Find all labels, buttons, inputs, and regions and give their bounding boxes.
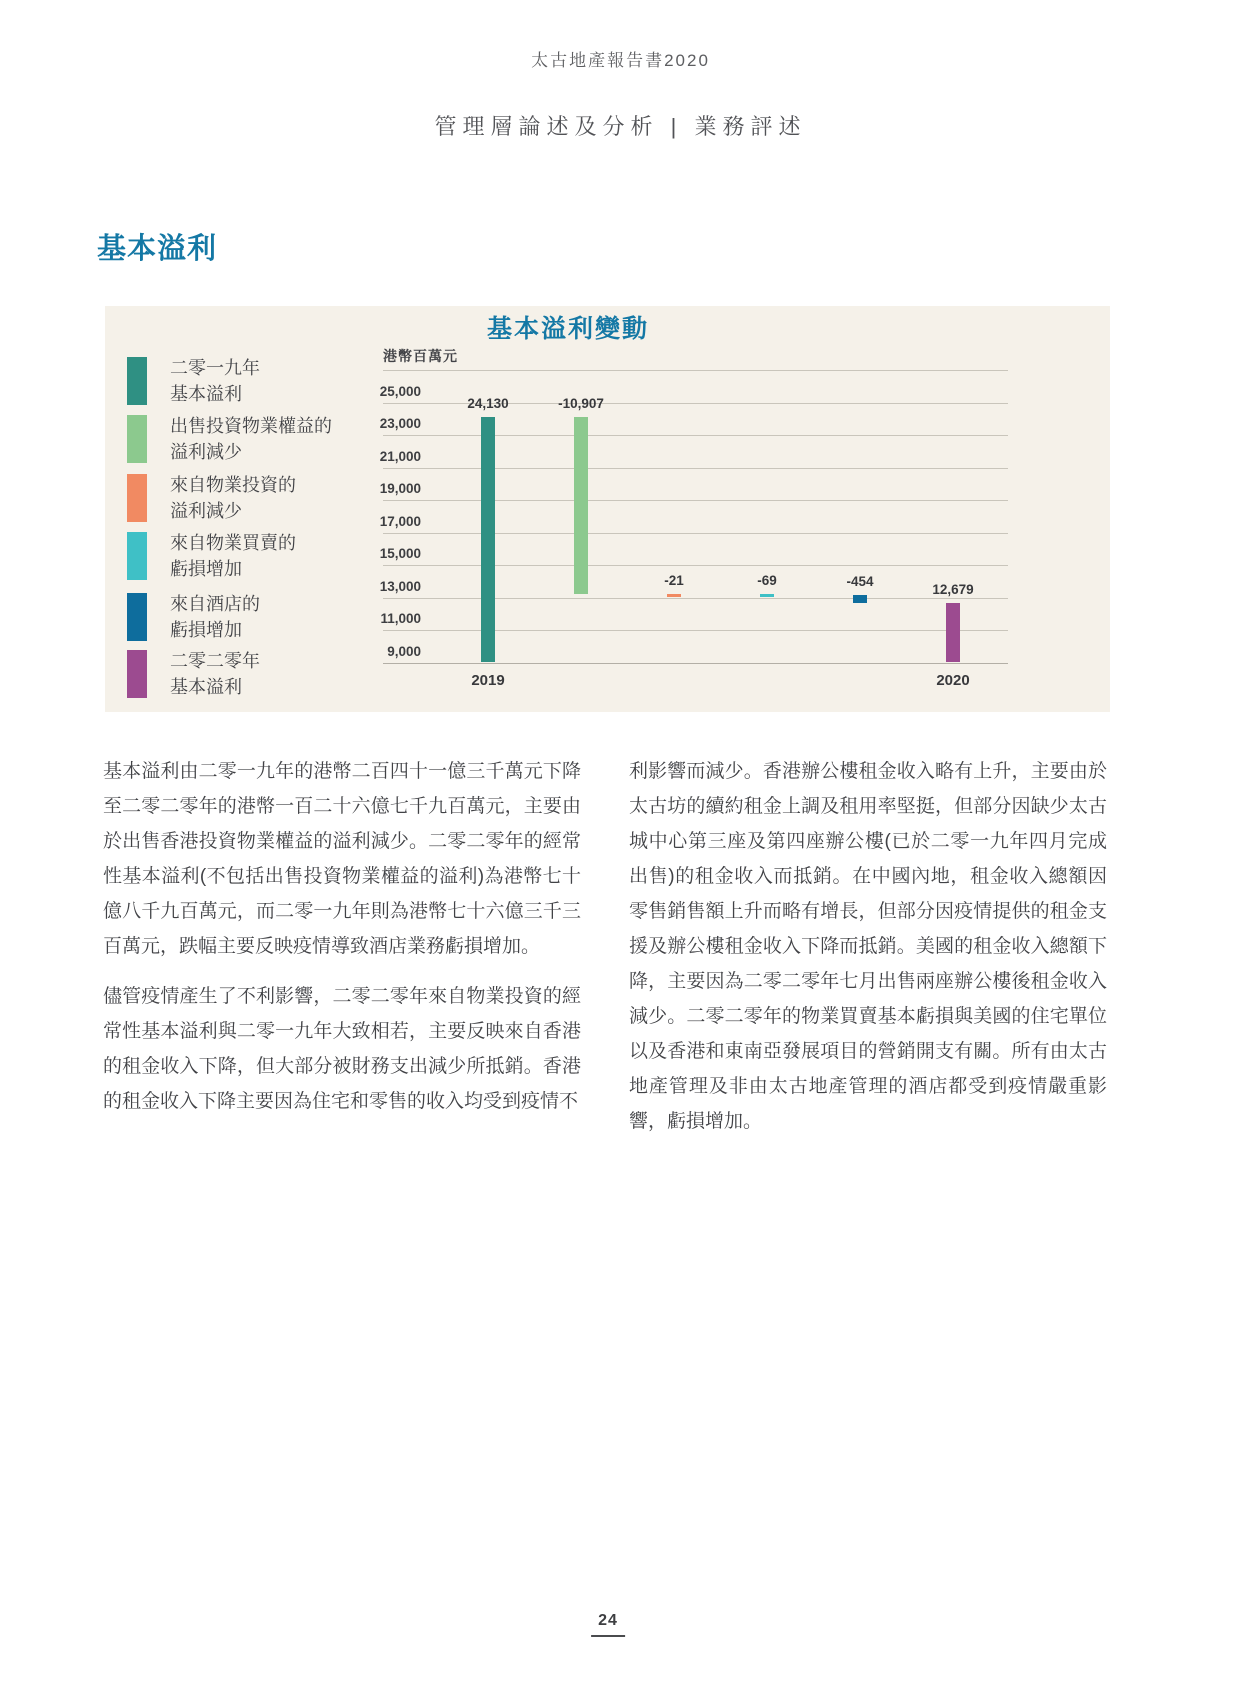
bar-value-label: -10,907 bbox=[558, 395, 604, 411]
gridline bbox=[383, 565, 1008, 566]
legend-label: 出售投資物業權益的 溢利減少 bbox=[170, 416, 332, 462]
y-axis-unit-label: 港幣百萬元 bbox=[383, 348, 458, 364]
gridline bbox=[383, 468, 1008, 469]
gridline bbox=[383, 435, 1008, 436]
y-tick-label: 11,000 bbox=[380, 611, 421, 626]
bar-value-label: -454 bbox=[846, 574, 874, 590]
y-tick-label: 9,000 bbox=[387, 643, 421, 659]
y-tick-label: 21,000 bbox=[379, 448, 421, 464]
body-column-right bbox=[629, 754, 1107, 1154]
chart-panel bbox=[105, 306, 1110, 712]
bar-value-label: -21 bbox=[664, 572, 684, 588]
chart-title: 基本溢利變動 bbox=[486, 315, 650, 343]
y-tick-label: 17,000 bbox=[379, 513, 421, 529]
page-title: 基本溢利 bbox=[97, 233, 218, 265]
gridline bbox=[383, 533, 1008, 534]
waterfall-bar-segment bbox=[574, 417, 588, 594]
legend-label: 來自物業投資的 溢利減少 bbox=[170, 475, 296, 521]
y-tick-label: 25,000 bbox=[379, 383, 421, 399]
bar-value-label: -69 bbox=[757, 573, 777, 589]
page-number: 24 bbox=[591, 1612, 625, 1637]
waterfall-bar-segment bbox=[853, 595, 867, 602]
body-column-left bbox=[103, 754, 581, 1134]
x-axis-label: 2020 bbox=[936, 671, 970, 689]
bar-value-label: 12,679 bbox=[932, 581, 974, 597]
section-header: 管理層論述及分析 | 業務評述 bbox=[434, 114, 807, 139]
y-tick-label: 15,000 bbox=[379, 546, 421, 561]
waterfall-bar-segment bbox=[667, 594, 681, 597]
body-paragraph: 儘管疫情產生了不利影響，二零二零年來自物業投資的經常性基本溢利與二零一九年大致相若，主要反映來自香港的租金收入下降，但大部分被財務支出減少所抵銷。香港的租金收入下降主要因為住宅和零售的收入均受到疫情不 bbox=[103, 986, 581, 1112]
y-tick-label: 13,000 bbox=[379, 578, 421, 594]
waterfall-bar-segment bbox=[946, 603, 960, 663]
bar-value-label: 24,130 bbox=[467, 395, 509, 411]
gridline bbox=[383, 630, 1008, 631]
gridline bbox=[383, 370, 1008, 371]
waterfall-bar-segment bbox=[481, 417, 495, 663]
x-axis-label: 2019 bbox=[471, 671, 505, 689]
y-tick-label: 19,000 bbox=[379, 481, 421, 496]
y-tick-label: 23,000 bbox=[379, 416, 421, 431]
legend-label: 來自酒店的 虧損增加 bbox=[170, 594, 260, 640]
legend-label: 二零一九年 基本溢利 bbox=[170, 358, 260, 404]
chart-plot-area bbox=[105, 306, 1110, 712]
gridline bbox=[383, 500, 1008, 501]
body-paragraph: 利影響而減少。香港辦公樓租金收入略有上升，主要由於太古坊的續約租金上調及租用率堅挺，但部分因缺少太古城中心第三座及第四座辦公樓(已於二零一九年四月完成出售)的租金收入而抵銷。在中國內地，租金收入總額因零售銷售額上升而略有增長，但部分因疫情提供的租金支援及辦公樓租金收入下降而抵銷。美國的租金收入總額下降，主要因為二零二零年七月出售兩座辦公樓後租金收入減少。二零二零年的物業買賣基本虧損與美國的住宅單位以及香港和東南亞發展項目的營銷開支有關。所有由太古地產管理及非由太古地產管理的酒店都受到疫情嚴重影響，虧損增加。 bbox=[629, 761, 1107, 1132]
report-title: 太古地產報告書2020 bbox=[531, 51, 710, 70]
x-axis-baseline bbox=[383, 663, 1008, 664]
body-paragraph: 基本溢利由二零一九年的港幣二百四十一億三千萬元下降至二零二零年的港幣一百二十六億七千九百萬元，主要由於出售香港投資物業權益的溢利減少。二零二零年的經常性基本溢利(不包括出售投資物業權益的溢利)為港幣七十億八千九百萬元，而二零一九年則為港幣七十六億三千三百萬元，跌幅主要反映疫情導致酒店業務虧損增加。 bbox=[103, 761, 581, 957]
legend-label: 來自物業買賣的 虧損增加 bbox=[170, 533, 296, 579]
legend-label: 二零二零年 基本溢利 bbox=[170, 651, 260, 697]
gridline bbox=[383, 598, 1008, 599]
waterfall-bar-segment bbox=[760, 594, 774, 597]
